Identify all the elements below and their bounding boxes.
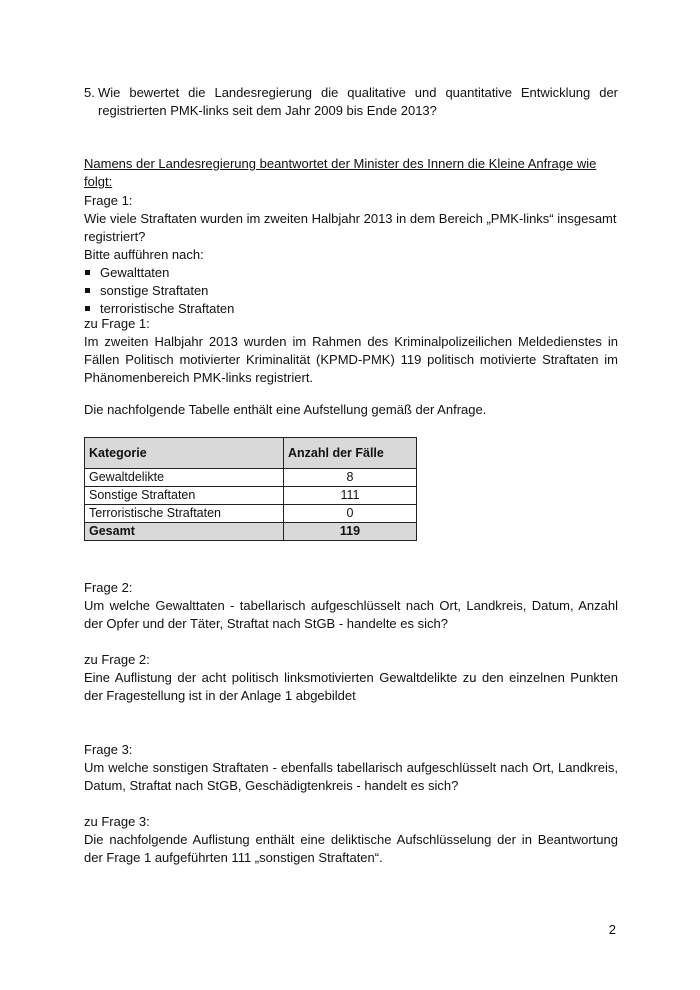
frage-1-bullet-list [84,264,618,318]
table-header-kategorie: Kategorie [85,438,284,469]
table-cell: Terroristische Straftaten [85,505,284,523]
antwort-3-text: Die nachfolgende Auflistung enthält eine deliktische Aufschlüsselung der in Beantwortung der Frage 1 aufgeführten 111 „sonstigen Straftaten“. [84,832,618,865]
frage-3-heading: Frage 3: [84,742,133,757]
table-row [85,469,417,487]
list-item: terroristische Straftaten [84,300,618,318]
table-intro: Die nachfolgende Tabelle enthält eine Aufstellung gemäß der Anfrage. [84,402,487,417]
table-cell: 0 [284,505,417,523]
list-item: Gewalttaten [84,264,618,282]
table-row [85,505,417,523]
frage-3 [84,741,618,795]
list-item: sonstige Straftaten [84,282,618,300]
antwort-1-text: Im zweiten Halbjahr 2013 wurden im Rahmen des Kriminalpolizeilichen Meldedienstes in Fällen Politisch motivierter Kriminalität (KPMD-PMK) 119 politisch motivierte Straftaten im Phänomenbereich PMK-links registriert. [84,334,618,385]
frage-1-heading: Frage 1: [84,193,133,208]
frage-2-text: Um welche Gewalttaten - tabellarisch aufgeschlüsselt nach Ort, Landkreis, Datum, Anzahl der Opfer und der Täter, Straftat nach StGB - handelte es sich? [84,598,618,631]
table-total-row [85,523,417,541]
antwort-3 [84,813,618,867]
page-number: 2 [608,922,616,937]
question-5-text: Wie bewertet die Landesregierung die qualitative und quantitative Entwicklung der registrierten PMK-links seit dem Jahr 2009 bis Ende 2013? [98,85,618,118]
frage-1 [84,192,618,318]
table-cell: Sonstige Straftaten [85,487,284,505]
antwort-2 [84,651,618,705]
question-5 [84,84,618,120]
table-total-label: Gesamt [85,523,284,541]
table-row [85,487,417,505]
frage-3-text: Um welche sonstigen Straftaten - ebenfalls tabellarisch aufgeschlüsselt nach Ort, Landkreis, Datum, Straftat nach StGB, Geschädigtenkreis - handelt es sich? [84,760,618,793]
table-header-anzahl: Anzahl der Fälle [284,438,417,469]
frage-2-heading: Frage 2: [84,580,133,595]
antwort-1-heading: zu Frage 1: [84,316,150,331]
frage-2 [84,579,618,633]
question-5-number: 5. [84,85,95,100]
table-total-value: 119 [284,523,417,541]
table-cell: 111 [284,487,417,505]
table-cell: Gewaltdelikte [85,469,284,487]
table-cell: 8 [284,469,417,487]
frage-1-subtext: Bitte aufführen nach: [84,247,204,262]
table-header-row [85,438,417,469]
frage-1-text: Wie viele Straftaten wurden im zweiten Halbjahr 2013 in dem Bereich „PMK-links“ insgesamt registriert? [84,211,617,244]
statistics-table [84,437,417,541]
answer-intro: Namens der Landesregierung beantwortet der Minister des Innern die Kleine Anfrage wie folgt: [84,156,597,189]
antwort-1 [84,315,618,387]
antwort-2-text: Eine Auflistung der acht politisch linksmotivierten Gewaltdelikte zu den einzelnen Punkten der Fragestellung ist in der Anlage 1 abgebildet [84,670,618,703]
antwort-3-heading: zu Frage 3: [84,814,150,829]
antwort-2-heading: zu Frage 2: [84,652,150,667]
